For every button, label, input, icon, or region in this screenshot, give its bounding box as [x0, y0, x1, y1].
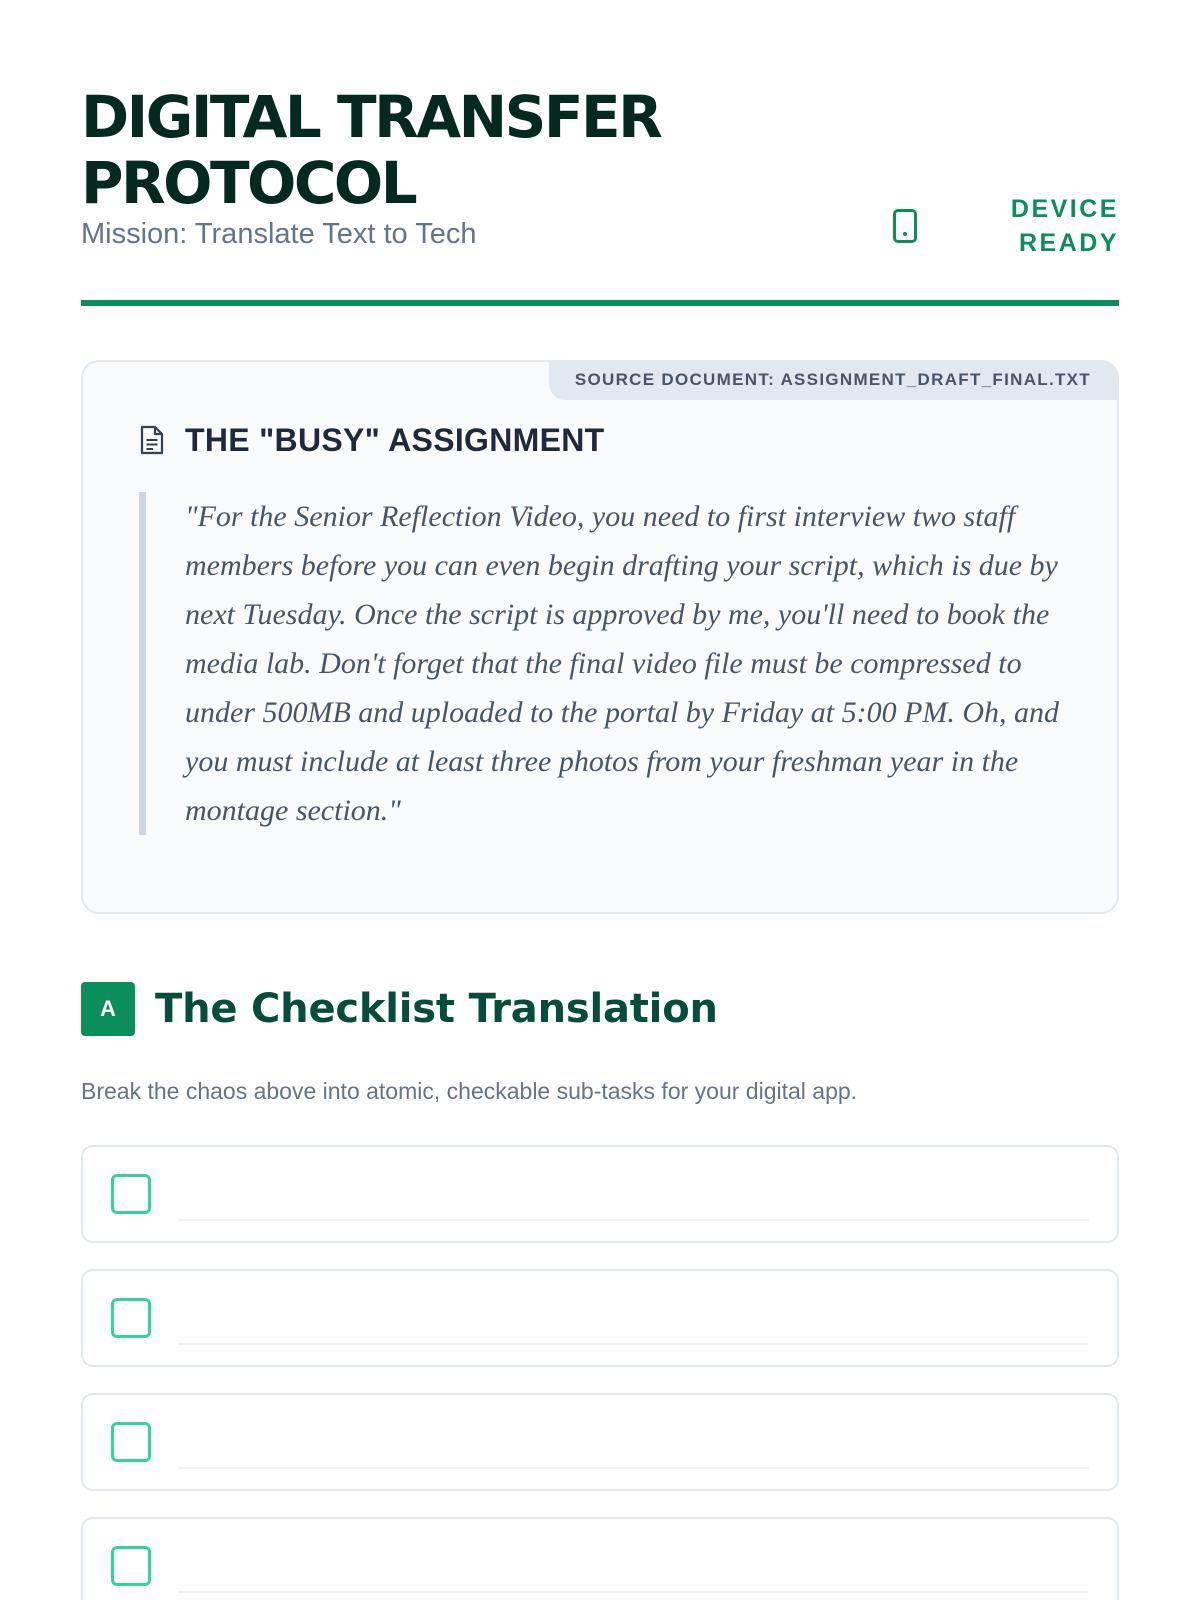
- section-heading: [81, 982, 1119, 1036]
- section-checklist-translation: [81, 982, 1119, 1600]
- task-input[interactable]: [178, 1301, 1089, 1345]
- section-title: The Checklist Translation: [155, 986, 718, 1032]
- assignment-title: THE "BUSY" ASSIGNMENT: [185, 421, 605, 458]
- checklist-item: [81, 1393, 1119, 1491]
- page-subtitle: Mission: Translate Text to Tech: [81, 218, 477, 250]
- page-header: [81, 0, 1119, 306]
- document-icon: [139, 425, 165, 455]
- task-checkbox[interactable]: [111, 1298, 151, 1338]
- task-checkbox[interactable]: [111, 1546, 151, 1586]
- assignment-heading: [139, 418, 1061, 462]
- assignment-quote: "For the Senior Reflection Video, you need to first interview two staff members before you can even begin drafting your script, which is due by next Tuesday. Once the script is approved by me, you'll need to book the media lab. Don't forget that the final video file must be compressed to under 500MB and uploaded to the portal by Friday at 5:00 PM. Oh, and you must include at least three photos from your freshman year in the montage section.": [139, 492, 1099, 835]
- phone-icon: [893, 209, 917, 243]
- device-status-label: [1009, 192, 1119, 260]
- section-badge: A: [81, 982, 135, 1036]
- task-checkbox[interactable]: [111, 1174, 151, 1214]
- checklist-item: [81, 1145, 1119, 1243]
- checklist-item: [81, 1517, 1119, 1600]
- task-input[interactable]: [178, 1549, 1089, 1593]
- device-status: [893, 192, 1119, 260]
- checklist: [81, 1145, 1119, 1600]
- device-status-text: DEVICE READY: [1010, 195, 1119, 257]
- task-checkbox[interactable]: [111, 1422, 151, 1462]
- source-document-card: [81, 360, 1119, 914]
- source-document-tab: SOURCE DOCUMENT: ASSIGNMENT_DRAFT_FINAL.TXT: [549, 360, 1119, 400]
- checklist-item: [81, 1269, 1119, 1367]
- task-input[interactable]: [178, 1425, 1089, 1469]
- task-input[interactable]: [178, 1177, 1089, 1221]
- section-description: Break the chaos above into atomic, checkable sub-tasks for your digital app.: [81, 1078, 858, 1104]
- page-title: DIGITAL TRANSFER PROTOCOL: [81, 83, 661, 217]
